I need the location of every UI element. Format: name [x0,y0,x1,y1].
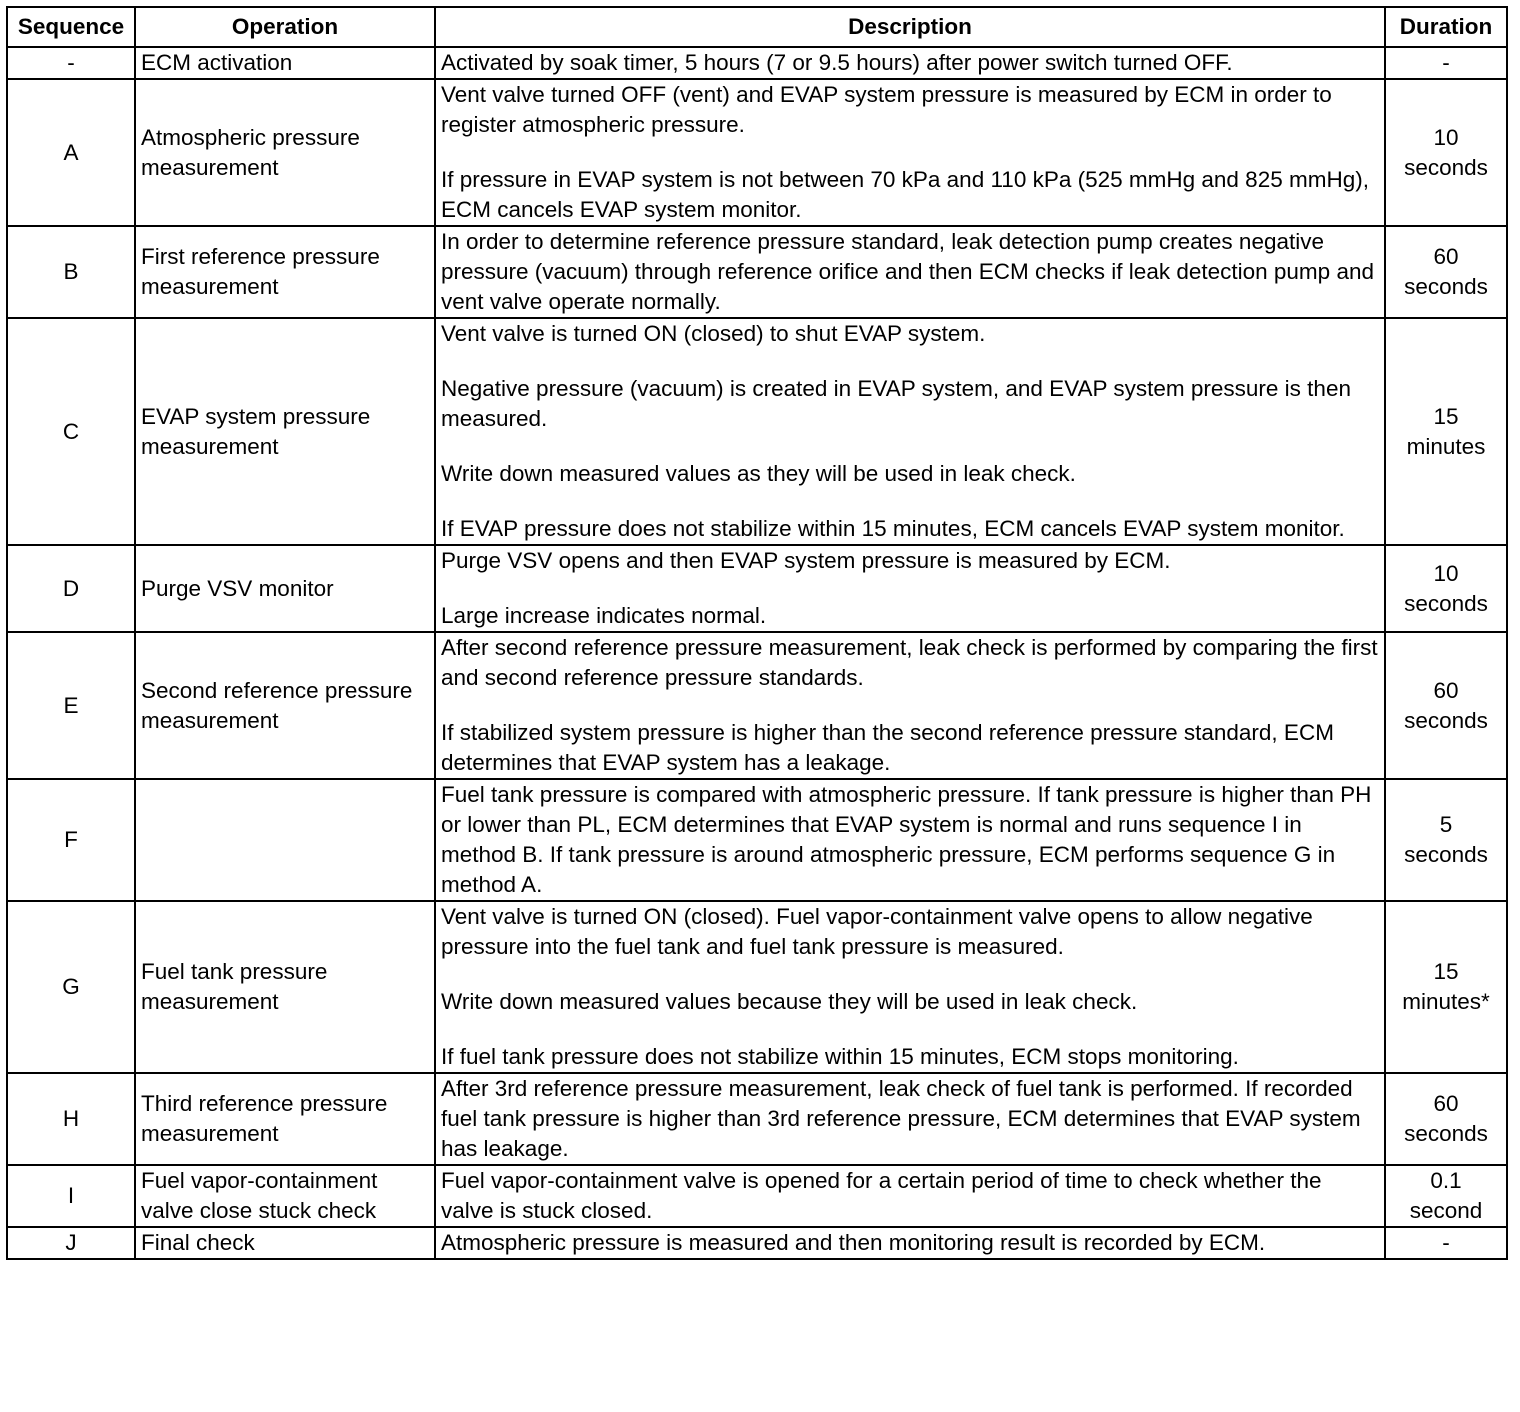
operation-cell: Atmospheric pressure measurement [135,79,435,226]
description-cell [435,632,1385,779]
table-row [7,1227,1507,1259]
duration-unit: second [1409,1198,1483,1223]
operation-cell: Fuel vapor-containment valve close stuck check [135,1165,435,1227]
table-row [7,901,1507,1073]
description-paragraph: Activated by soak timer, 5 hours (7 or 9.5 hours) after power switch turned OFF. [441,50,1233,75]
operation-cell: Purge VSV monitor [135,545,435,632]
duration-value: - [1442,50,1450,75]
duration-cell [1385,318,1507,545]
description-paragraph: Atmospheric pressure is measured and then monitoring result is recorded by ECM. [441,1230,1266,1255]
description-paragraph: Vent valve is turned ON (closed). Fuel vapor-containment valve opens to allow negative pressure into the fuel tank and fuel tank pressure is measured. [441,904,1313,959]
header-sequence: Sequence [7,7,135,47]
duration-value: 60 [1433,1091,1459,1116]
description-paragraph: Write down measured values because they will be used in leak check. [441,989,1138,1014]
sequence-cell: G [7,901,135,1073]
description-cell [435,545,1385,632]
description-paragraph: Vent valve is turned ON (closed) to shut EVAP system. [441,321,986,346]
header-row [7,7,1507,47]
duration-value: 15 [1433,959,1459,984]
description-paragraph: After 3rd reference pressure measurement, leak check of fuel tank is performed. If recorded fuel tank pressure is higher than 3rd reference pressure, ECM determines that EVAP system has leakage. [441,1076,1361,1161]
duration-unit: seconds [1404,842,1488,867]
duration-cell [1385,1073,1507,1165]
sequence-cell: I [7,1165,135,1227]
header-description: Description [435,7,1385,47]
table-row [7,79,1507,226]
duration-value: 60 [1433,677,1459,703]
table-row [7,318,1507,545]
sequence-cell: D [7,545,135,632]
description-cell [435,318,1385,545]
evap-monitor-sequence-table [6,6,1508,1260]
description-paragraph: Purge VSV opens and then EVAP system pressure is measured by ECM. [441,548,1171,573]
description-cell [435,47,1385,79]
duration-cell [1385,632,1507,779]
table-row [7,1073,1507,1165]
description-paragraph: In order to determine reference pressure standard, leak detection pump creates negative pressure (vacuum) through reference orifice and then ECM checks if leak detection pump and vent valve operate normally. [441,229,1374,314]
duration-cell [1385,901,1507,1073]
table-row [7,545,1507,632]
sequence-cell: C [7,318,135,545]
duration-cell [1385,1165,1507,1227]
duration-value: 10 [1433,560,1459,586]
sequence-cell: J [7,1227,135,1259]
duration-value: - [1442,1230,1450,1255]
duration-unit: seconds [1404,274,1488,299]
sequence-cell: - [7,47,135,79]
duration-cell [1385,47,1507,79]
duration-cell [1385,226,1507,318]
header-duration: Duration [1385,7,1507,47]
description-cell [435,901,1385,1073]
operation-cell: Fuel tank pressure measurement [135,901,435,1073]
description-paragraph: Large increase indicates normal. [441,603,767,628]
sequence-cell: B [7,226,135,318]
duration-value: 60 [1433,244,1459,269]
operation-cell [135,779,435,901]
description-paragraph: Fuel vapor-containment valve is opened for a certain period of time to check whether the valve is stuck closed. [441,1168,1322,1223]
duration-value: 15 [1433,403,1459,429]
duration-cell [1385,1227,1507,1259]
duration-value: 5 [1439,812,1453,837]
description-cell [435,1227,1385,1259]
description-cell [435,79,1385,226]
sequence-cell: E [7,632,135,779]
description-paragraph: Vent valve turned OFF (vent) and EVAP system pressure is measured by ECM in order to register atmospheric pressure. [441,82,1332,137]
duration-value: 10 [1433,124,1459,150]
duration-unit: minutes [1406,433,1486,459]
table-row [7,226,1507,318]
duration-value: 0.1 [1430,1168,1462,1193]
description-cell [435,1165,1385,1227]
operation-cell: Final check [135,1227,435,1259]
description-paragraph: If stabilized system pressure is higher than the second reference pressure standard, ECM determines that EVAP system has a leakage. [441,720,1334,775]
table-row [7,632,1507,779]
sequence-cell: F [7,779,135,901]
duration-unit: seconds [1404,1121,1488,1146]
description-paragraph: Negative pressure (vacuum) is created in EVAP system, and EVAP system pressure is then measured. [441,376,1351,431]
operation-cell: Third reference pressure measurement [135,1073,435,1165]
duration-unit: seconds [1404,154,1488,180]
description-cell [435,779,1385,901]
duration-unit: seconds [1404,707,1488,733]
description-cell [435,226,1385,318]
duration-unit: minutes* [1402,989,1490,1014]
operation-cell: ECM activation [135,47,435,79]
duration-cell [1385,545,1507,632]
duration-cell [1385,779,1507,901]
table-row [7,47,1507,79]
table-row [7,1165,1507,1227]
duration-cell [1385,79,1507,226]
sequence-cell: H [7,1073,135,1165]
duration-unit: seconds [1404,590,1488,616]
sequence-cell: A [7,79,135,226]
table-row [7,779,1507,901]
operation-cell: First reference pressure measurement [135,226,435,318]
operation-cell: Second reference pressure measurement [135,632,435,779]
description-paragraph: After second reference pressure measurement, leak check is performed by comparing the first and second reference pressure standards. [441,635,1378,690]
description-cell [435,1073,1385,1165]
description-paragraph: If fuel tank pressure does not stabilize within 15 minutes, ECM stops monitoring. [441,1044,1239,1069]
header-operation: Operation [135,7,435,47]
description-paragraph: Fuel tank pressure is compared with atmospheric pressure. If tank pressure is higher than PH or lower than PL, ECM determines that EVAP system is normal and runs sequence I in method B. If tank pressure is around atmospheric pressure, ECM performs sequence G in method A. [441,782,1372,897]
operation-cell: EVAP system pressure measurement [135,318,435,545]
description-paragraph: If pressure in EVAP system is not between 70 kPa and 110 kPa (525 mmHg and 825 mmHg), ECM cancels EVAP system monitor. [441,167,1369,222]
description-paragraph: If EVAP pressure does not stabilize within 15 minutes, ECM cancels EVAP system monitor. [441,516,1345,541]
description-paragraph: Write down measured values as they will be used in leak check. [441,461,1076,486]
